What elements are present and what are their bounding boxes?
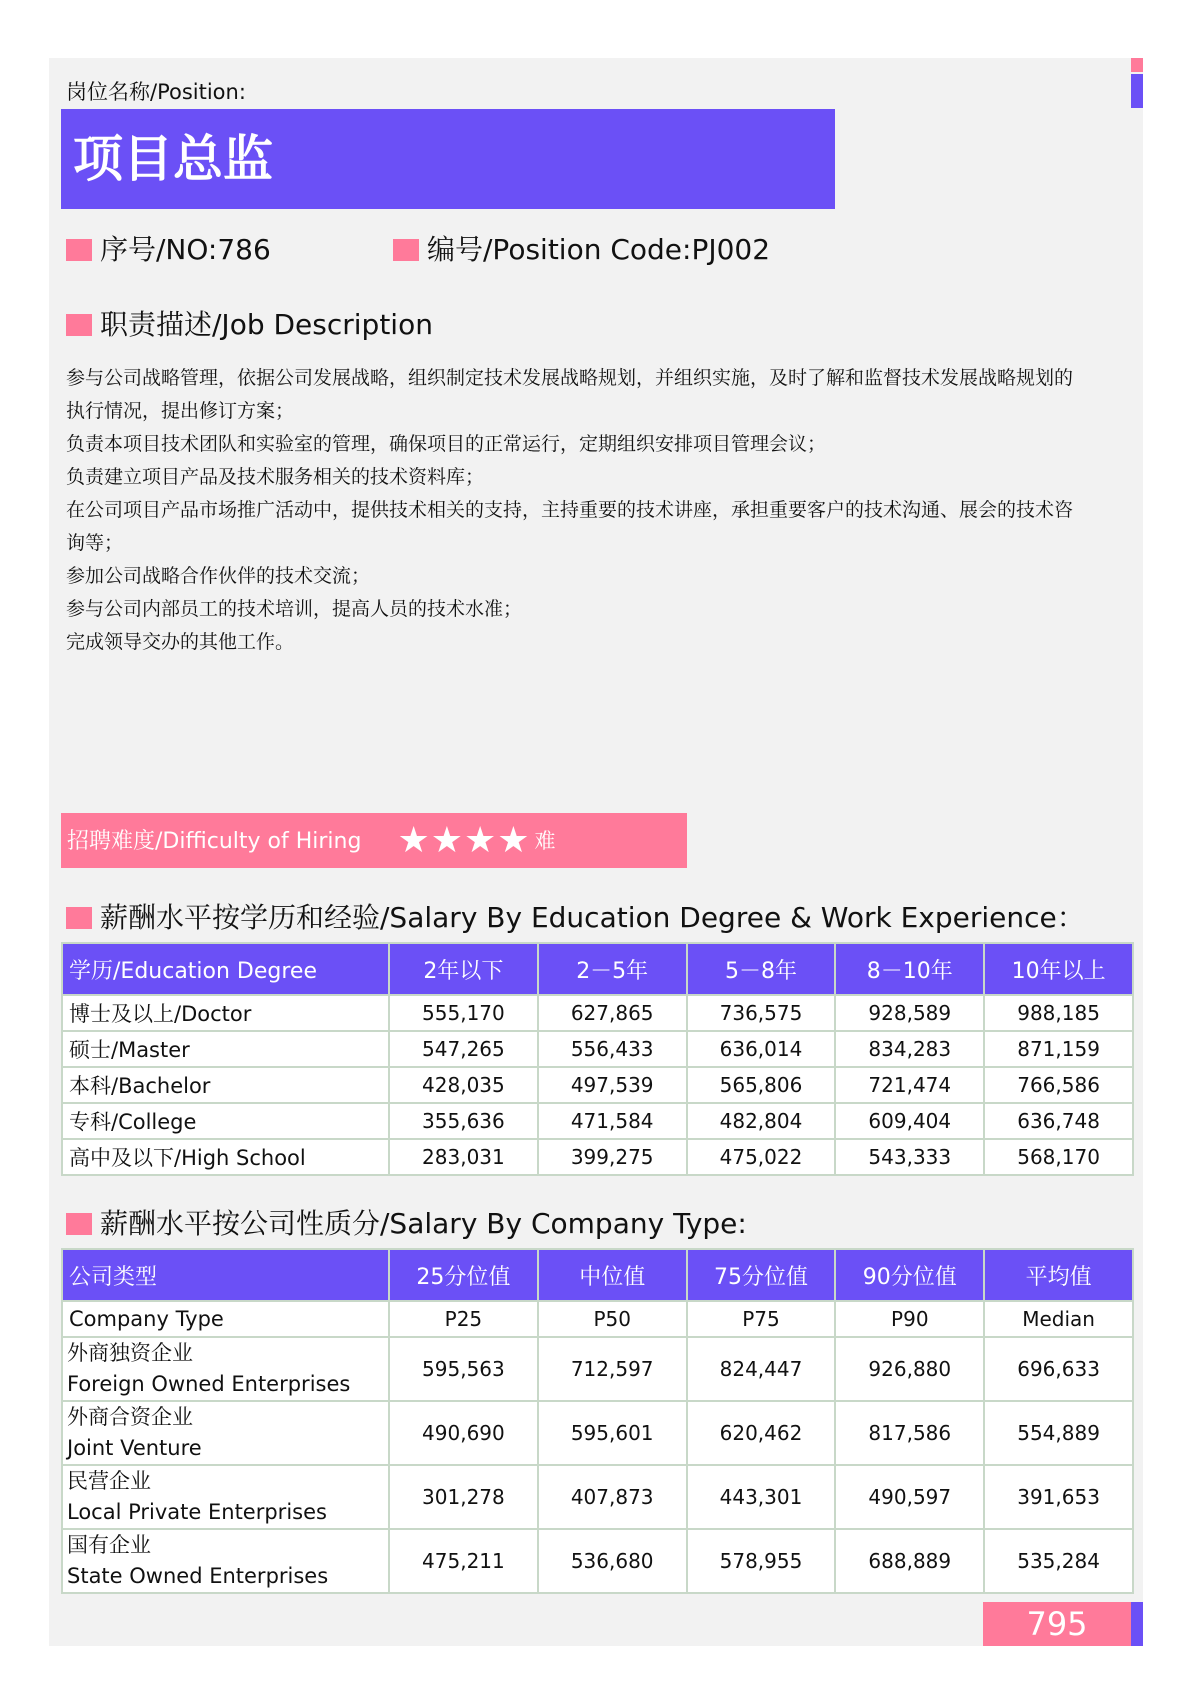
job-description-heading <box>66 303 433 343</box>
table-header-cell: 5－8年 <box>687 943 836 995</box>
table-row <box>62 1031 1133 1067</box>
table-row <box>62 1529 1133 1593</box>
page-number: 795 <box>983 1602 1131 1646</box>
table-cell: 硕士/Master <box>62 1031 389 1067</box>
table-row <box>62 1401 1133 1465</box>
table-cell: P90 <box>835 1301 984 1337</box>
table-row <box>62 1139 1133 1175</box>
table-header-cell: 学历/Education Degree <box>62 943 389 995</box>
table-row <box>62 1465 1133 1529</box>
hiring-difficulty-bar <box>61 813 687 868</box>
table-cell: 824,447 <box>687 1337 836 1401</box>
table-cell: 高中及以下/High School <box>62 1139 389 1175</box>
company-type-zh: 外商合资企业 <box>67 1405 193 1429</box>
table-cell: 283,031 <box>389 1139 538 1175</box>
bullet-marker <box>66 239 92 261</box>
table-cell: 407,873 <box>538 1465 687 1529</box>
table-cell: 301,278 <box>389 1465 538 1529</box>
company-type-cell <box>62 1337 389 1401</box>
company-type-en: Foreign Owned Enterprises <box>67 1372 351 1396</box>
company-type-cell <box>62 1401 389 1465</box>
description-line: 参与公司战略管理，依据公司发展战略，组织制定技术发展战略规划，并组织实施，及时了解和监督技术发展战略规划的 <box>66 367 1074 389</box>
table-header-cell: 90分位值 <box>835 1249 984 1301</box>
table-cell: 475,211 <box>389 1529 538 1593</box>
description-line: 负责本项目技术团队和实验室的管理，确保项目的正常运行，定期组织安排项目管理会议； <box>66 433 827 455</box>
bullet-marker <box>66 907 92 929</box>
table-cell: 926,880 <box>835 1337 984 1401</box>
company-type-zh: 外商独资企业 <box>67 1341 193 1365</box>
company-salary-heading <box>66 1202 747 1242</box>
table-header-cell: 2年以下 <box>389 943 538 995</box>
bullet-marker <box>66 1213 92 1235</box>
table-header-cell: 平均值 <box>984 1249 1133 1301</box>
table-cell: Median <box>984 1301 1133 1337</box>
table-cell: 736,575 <box>687 995 836 1031</box>
table-cell: 565,806 <box>687 1067 836 1103</box>
table-cell: 554,889 <box>984 1401 1133 1465</box>
education-salary-table <box>61 942 1134 1176</box>
serial-text: 序号/NO:786 <box>100 233 271 266</box>
table-cell: 355,636 <box>389 1103 538 1139</box>
company-type-zh: 民营企业 <box>67 1469 151 1493</box>
table-subheader-row <box>62 1301 1133 1337</box>
company-type-en: Joint Venture <box>67 1436 202 1460</box>
table-header-cell: 8－10年 <box>835 943 984 995</box>
table-cell: P75 <box>687 1301 836 1337</box>
table-cell: 535,284 <box>984 1529 1133 1593</box>
table-cell: 636,014 <box>687 1031 836 1067</box>
table-cell: 696,633 <box>984 1337 1133 1401</box>
page-number-tab <box>1131 1602 1143 1646</box>
table-cell: 556,433 <box>538 1031 687 1067</box>
table-cell: 497,539 <box>538 1067 687 1103</box>
table-cell: 834,283 <box>835 1031 984 1067</box>
description-line: 在公司项目产品市场推广活动中，提供技术相关的支持，主持重要的技术讲座，承担重要客户的技术沟通、展会的技术咨 <box>66 499 1074 521</box>
company-type-cell <box>62 1529 389 1593</box>
description-line: 询等； <box>66 532 124 554</box>
table-cell: 547,265 <box>389 1031 538 1067</box>
table-cell: 391,653 <box>984 1465 1133 1529</box>
table-header-cell: 2－5年 <box>538 943 687 995</box>
table-row <box>62 995 1133 1031</box>
table-cell: 712,597 <box>538 1337 687 1401</box>
table-cell: 443,301 <box>687 1465 836 1529</box>
table-row <box>62 1067 1133 1103</box>
description-line: 参与公司内部员工的技术培训，提高人员的技术水准； <box>66 598 523 620</box>
table-header-cell: 75分位值 <box>687 1249 836 1301</box>
position-label: 岗位名称/Position: <box>66 80 246 104</box>
table-cell: 595,601 <box>538 1401 687 1465</box>
table-cell: 688,889 <box>835 1529 984 1593</box>
table-row <box>62 1103 1133 1139</box>
table-cell: 536,680 <box>538 1529 687 1593</box>
table-cell: 595,563 <box>389 1337 538 1401</box>
table-cell: 490,597 <box>835 1465 984 1529</box>
table-cell: 766,586 <box>984 1067 1133 1103</box>
star-rating-icon: ★★★★ <box>397 820 531 861</box>
serial-number <box>66 228 271 268</box>
description-line: 完成领导交办的其他工作。 <box>66 631 295 653</box>
company-type-en: State Owned Enterprises <box>67 1564 329 1588</box>
job-description <box>66 362 1136 659</box>
bullet-marker <box>66 314 92 336</box>
table-header-row <box>62 1249 1133 1301</box>
table-cell: P50 <box>538 1301 687 1337</box>
company-type-cell <box>62 1465 389 1529</box>
table-header-row <box>62 943 1133 995</box>
table-cell: 428,035 <box>389 1067 538 1103</box>
table-cell: 本科/Bachelor <box>62 1067 389 1103</box>
table-cell: 568,170 <box>984 1139 1133 1175</box>
table-cell: 543,333 <box>835 1139 984 1175</box>
company-salary-table <box>61 1248 1134 1594</box>
table-header-cell: 中位值 <box>538 1249 687 1301</box>
table-header-cell: 25分位值 <box>389 1249 538 1301</box>
table-cell: 721,474 <box>835 1067 984 1103</box>
table-cell: 620,462 <box>687 1401 836 1465</box>
table-cell: 475,022 <box>687 1139 836 1175</box>
company-salary-heading-text: 薪酬水平按公司性质分/Salary By Company Type: <box>100 1207 747 1240</box>
table-cell: 988,185 <box>984 995 1133 1031</box>
table-cell: 399,275 <box>538 1139 687 1175</box>
table-cell: 471,584 <box>538 1103 687 1139</box>
table-cell: 482,804 <box>687 1103 836 1139</box>
table-cell: 555,170 <box>389 995 538 1031</box>
table-cell: 871,159 <box>984 1031 1133 1067</box>
job-description-heading-text: 职责描述/Job Description <box>100 308 433 341</box>
table-cell: 627,865 <box>538 995 687 1031</box>
table-cell: 专科/College <box>62 1103 389 1139</box>
table-cell: 609,404 <box>835 1103 984 1139</box>
description-line: 执行情况，提出修订方案； <box>66 400 295 422</box>
table-row <box>62 1337 1133 1401</box>
corner-accent-pink <box>1131 58 1143 72</box>
position-title: 项目总监 <box>61 109 835 209</box>
education-salary-heading <box>66 896 1085 936</box>
description-line: 负责建立项目产品及技术服务相关的技术资料库； <box>66 466 485 488</box>
table-cell: 817,586 <box>835 1401 984 1465</box>
table-cell: Company Type <box>62 1301 389 1337</box>
table-cell: 博士及以上/Doctor <box>62 995 389 1031</box>
bullet-marker <box>393 239 419 261</box>
education-salary-heading-text: 薪酬水平按学历和经验/Salary By Education Degree & Work Experience： <box>100 901 1085 934</box>
table-cell: 636,748 <box>984 1103 1133 1139</box>
company-type-en: Local Private Enterprises <box>67 1500 327 1524</box>
table-cell: 578,955 <box>687 1529 836 1593</box>
description-line: 参加公司战略合作伙伴的技术交流； <box>66 565 371 587</box>
code-text: 编号/Position Code:PJ002 <box>427 233 771 266</box>
difficulty-label: 招聘难度/Difficulty of Hiring <box>67 829 362 854</box>
company-type-zh: 国有企业 <box>67 1533 151 1557</box>
table-header-cell: 公司类型 <box>62 1249 389 1301</box>
table-header-cell: 10年以上 <box>984 943 1133 995</box>
difficulty-level: 难 <box>534 829 556 853</box>
table-cell: P25 <box>389 1301 538 1337</box>
table-cell: 928,589 <box>835 995 984 1031</box>
position-code <box>393 228 770 268</box>
table-cell: 490,690 <box>389 1401 538 1465</box>
corner-accent-purple <box>1131 74 1143 108</box>
